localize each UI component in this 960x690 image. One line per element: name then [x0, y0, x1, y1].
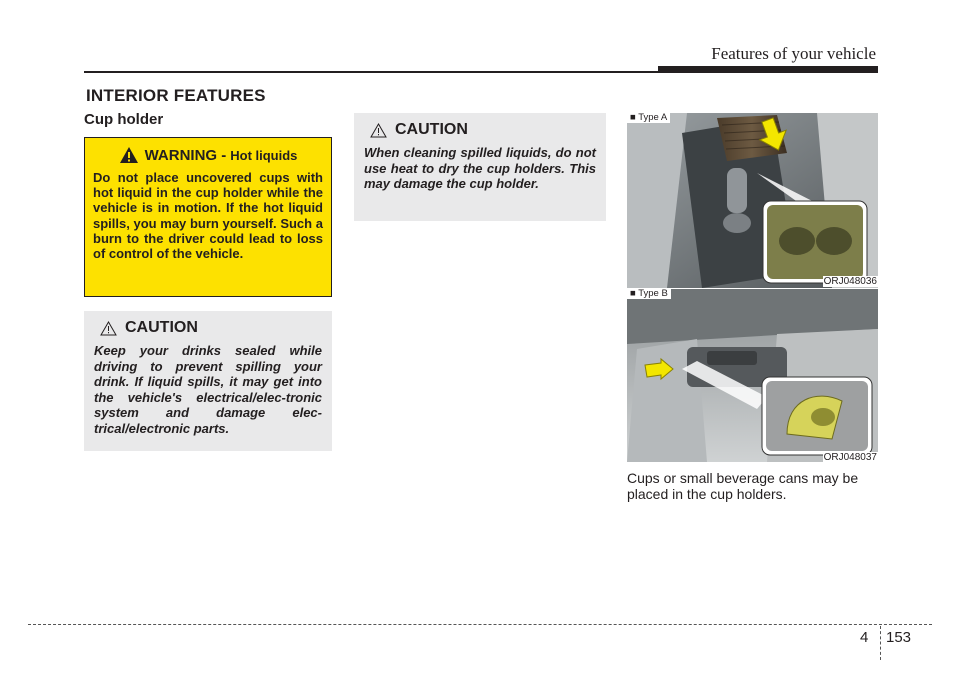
caution-box-right: [354, 113, 606, 221]
caution-box-left: [84, 311, 332, 451]
caution-header: [94, 319, 322, 337]
running-header: Features of your vehicle: [711, 44, 876, 63]
caution-triangle-icon: [370, 123, 387, 138]
page-number: 153: [886, 629, 912, 646]
caution-triangle-icon: [100, 321, 117, 336]
body-paragraph: Cups or small beverage cans may be placed in the cup holders.: [627, 470, 859, 502]
figure-type-label: ■ Type B: [627, 288, 671, 299]
figure-type-label: ■ Type A: [627, 112, 670, 123]
figure-code: ORJ048036: [823, 276, 877, 287]
warning-body: Do not place uncovered cups with hot liquid in the cup holder while the vehicle is in motion. If the hot liquid spills, you may burn yourself. Such a burn to the driver could lead to loss of control of the vehicle.: [93, 170, 323, 262]
section-title: INTERIOR FEATURES: [86, 86, 266, 105]
warning-subheading: Hot liquids: [230, 147, 298, 163]
subsection-title: Cup holder: [84, 111, 164, 128]
warning-heading: WARNING -: [144, 146, 227, 164]
caution-header: [364, 121, 596, 139]
footer-rule: [28, 624, 932, 625]
chapter-number: 4: [860, 629, 869, 646]
header-rule-thick: [658, 66, 878, 73]
footer-divider: [880, 626, 881, 660]
cup-holder-photo-type-a: [627, 113, 878, 288]
warning-triangle-icon: [119, 146, 139, 164]
cup-holder-photo-type-b: [627, 289, 878, 462]
caution-body: When cleaning spilled liquids, do not use heat to dry the cup holders. This may damage the cup holder.: [364, 145, 596, 191]
caution-title: CAUTION: [395, 121, 468, 138]
caution-body: Keep your drinks sealed while driving to prevent spilling your drink. If liquid spills, it may get into the vehicle's electrical/elec-tronic system and damage elec-trical/electronic parts.: [94, 343, 322, 436]
warning-header: [93, 146, 323, 164]
figure-code: ORJ048037: [823, 452, 877, 463]
warning-box: [84, 137, 332, 297]
caution-title: CAUTION: [125, 319, 198, 336]
